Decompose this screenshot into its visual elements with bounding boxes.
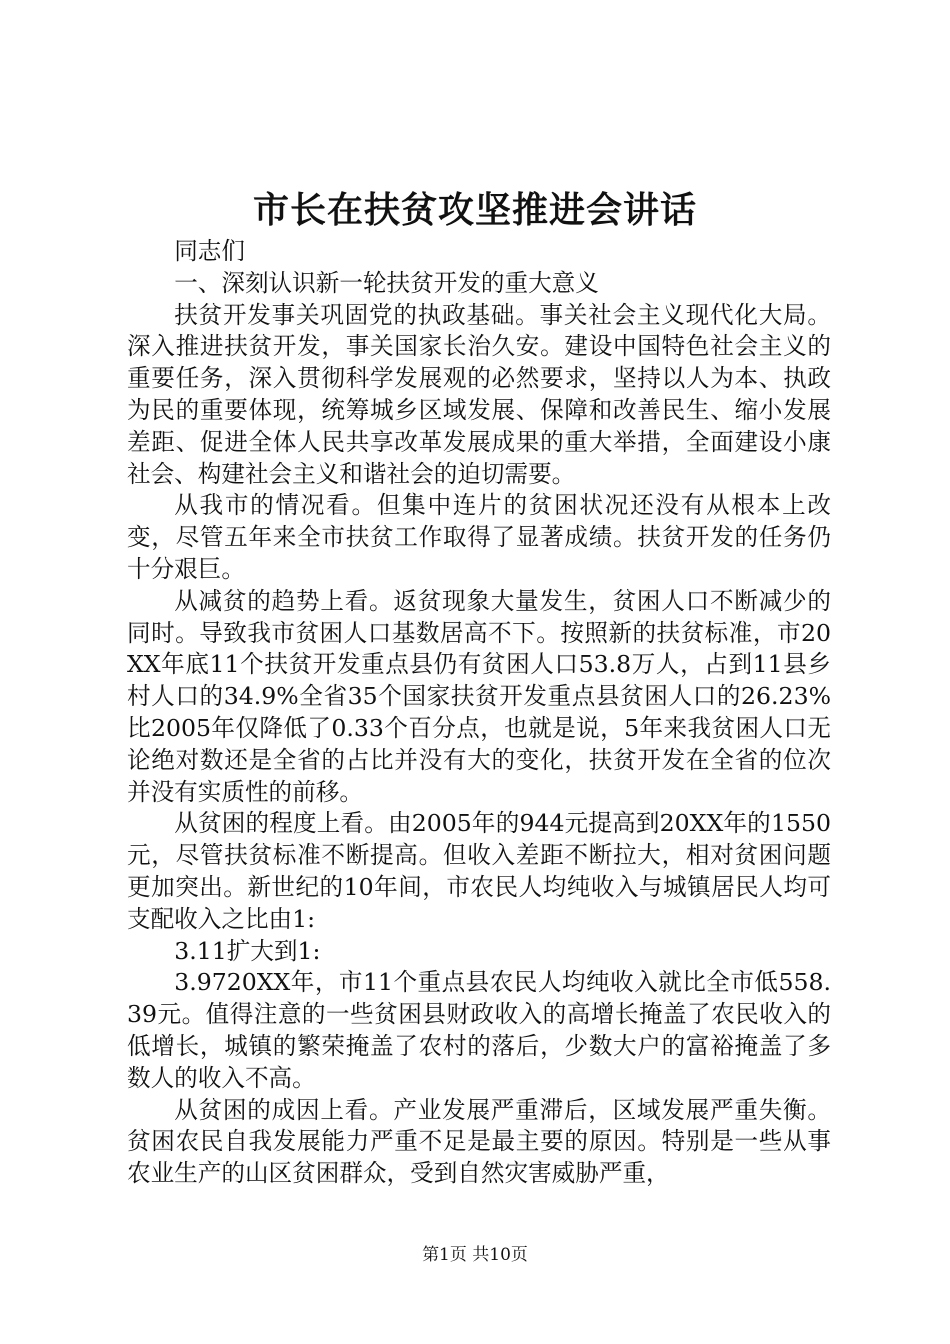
paragraph: 从贫困的程度上看。由2005年的944元提高到20XX年的1550元，尽管扶贫标准不断提高。但收入差距不断拉大，相对贫困问题更加突出。新世纪的10年间，市农民人均纯收入与城镇居民人均可支配收入之比由1: bbox=[127, 809, 831, 933]
paragraph: 扶贫开发事关巩固党的执政基础。事关社会主义现代化大局。深入推进扶贫开发，事关国家长治久安。建设中国特色社会主义的重要任务，深入贯彻科学发展观的必然要求，坚持以人为本、执政为民的重要体现，统筹城乡区域发展、保障和改善民生、缩小发展差距、促进全体人民共享改革发展成果的重大举措，全面建设小康社会、构建社会主义和谐社会的迫切需要。 bbox=[127, 300, 831, 488]
paragraph: 3.11扩大到1: bbox=[174, 936, 321, 965]
salutation: 同志们 bbox=[174, 237, 245, 265]
paragraph: 从减贫的趋势上看。返贫现象大量发生，贫困人口不断减少的同时。导致我市贫困人口基数居高不下。按照新的扶贫标准，市20XX年底11个扶贫开发重点县仍有贫困人口53.8万人，占到11县乡村人口的34.9%全省35个国家扶贫开发重点县贫困人口的26.23%比2005年仅降低了0.33个百分点，也就是说，5年来我贫困人口无论绝对数还是全省的占比并没有大的变化，扶贫开发在全省的位次并没有实质性的前移。 bbox=[127, 586, 831, 806]
paragraph: 从贫困的成因上看。产业发展严重滞后，区域发展严重失衡。贫困农民自我发展能力严重不足是最主要的原因。特别是一些从事农业生产的山区贫困群众，受到自然灾害威胁严重， bbox=[127, 1095, 831, 1188]
document-body bbox=[127, 236, 831, 1190]
section-heading: 一、深刻认识新一轮扶贫开发的重大意义 bbox=[174, 268, 599, 297]
document-title: 市长在扶贫攻坚推进会讲话 bbox=[252, 189, 697, 231]
paragraph: 3.9720XX年，市11个重点县农民人均纯收入就比全市低558.39元。值得注意的一些贫困县财政收入的高增长掩盖了农民收入的低增长，城镇的繁荣掩盖了农村的落后，少数大户的富裕掩盖了多数人的收入不高。 bbox=[127, 968, 831, 1092]
page-footer: 第1页 共10页 bbox=[422, 1245, 528, 1265]
paragraph: 从我市的情况看。但集中连片的贫困状况还没有从根本上改变，尽管五年来全市扶贫工作取得了显著成绩。扶贫开发的任务仍十分艰巨。 bbox=[127, 491, 831, 583]
